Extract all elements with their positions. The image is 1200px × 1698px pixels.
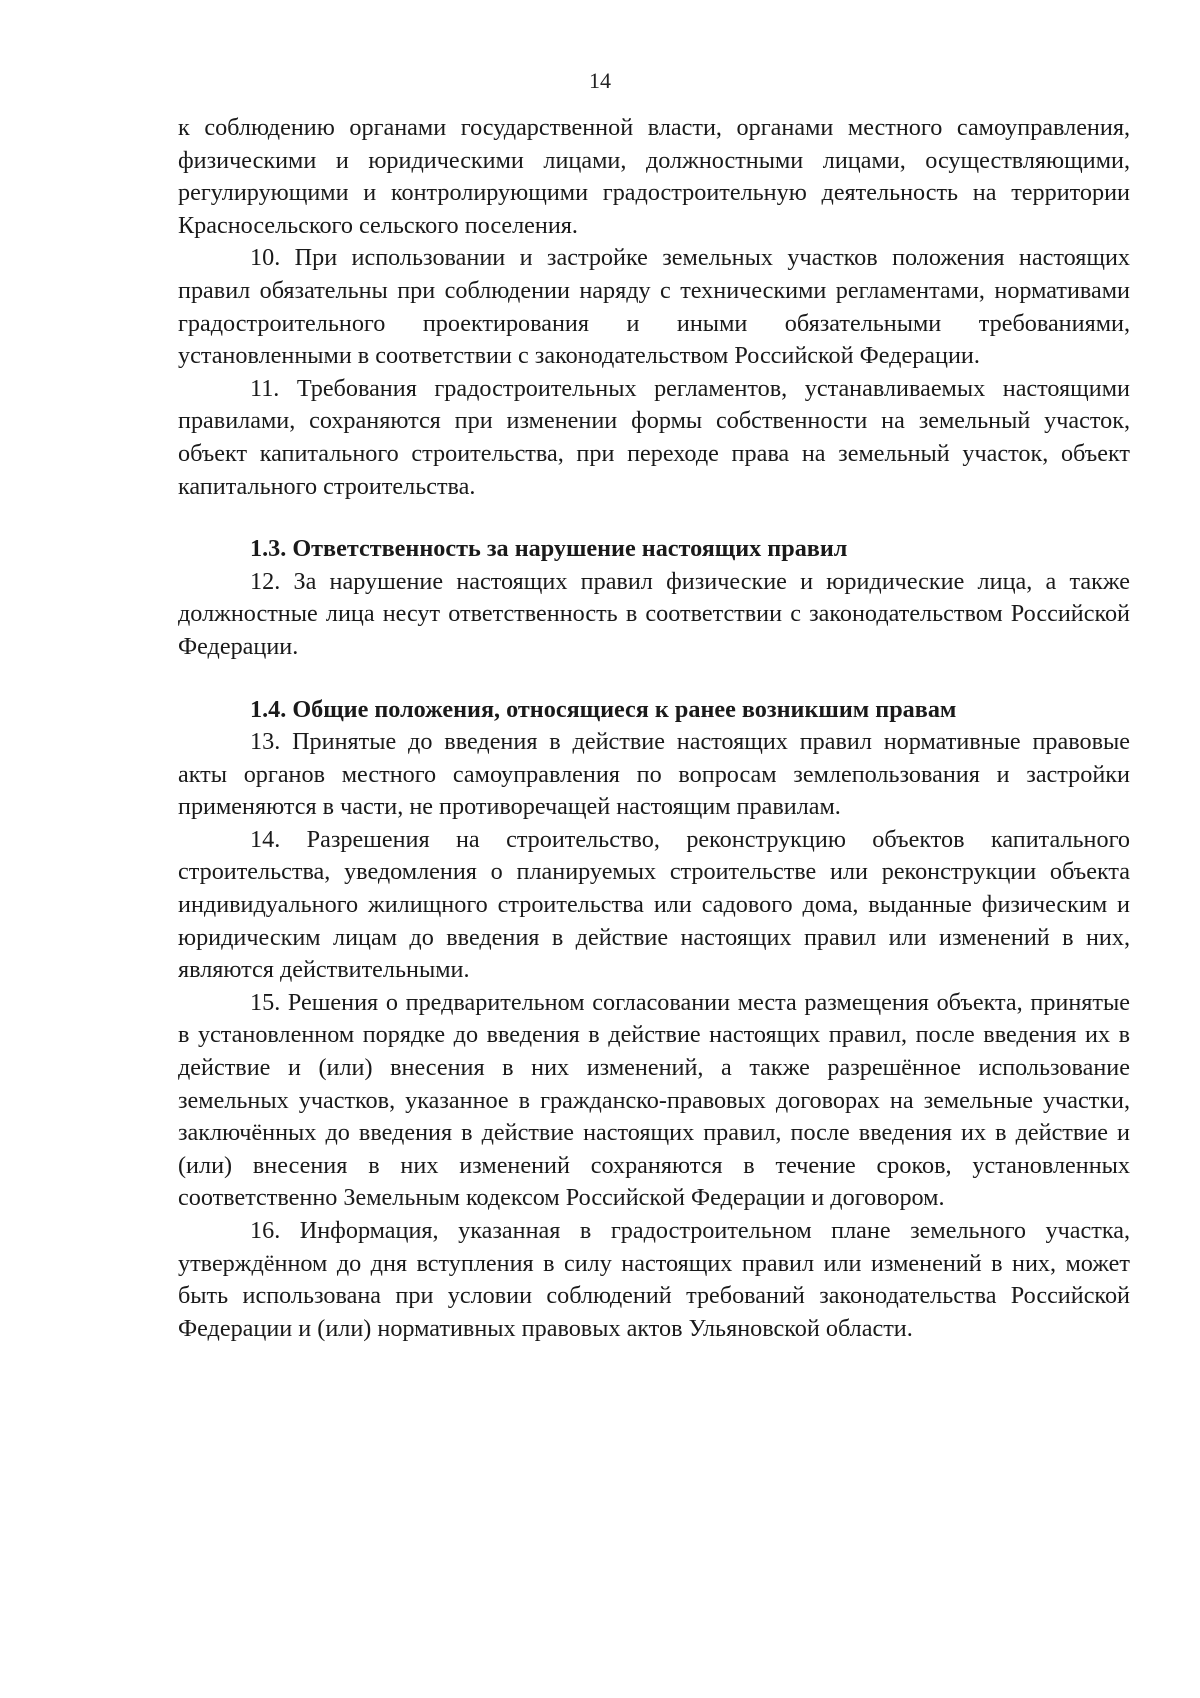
paragraph-15: 15. Решения о предварительном согласовании места размещения объекта, принятые в установленном порядке до введения в действие настоящих правил, после введения их в действие и (или) внесения в них изменений, а также разрешённое использование земельных участков, указанное в гражданско-правовых договорах на земельные участки, заключённых до введения в действие настоящих правил, после введения их в действие и (или) внесения в них изменений сохраняются в течение сроков, установленных соответственно Земельным кодексом Российской Федерации и договором. xyxy=(178,988,1130,1212)
section-heading-1-3: 1.3. Ответственность за нарушение настоящих правил xyxy=(250,535,848,563)
document-body xyxy=(178,112,1130,1345)
paragraph-12: 12. За нарушение настоящих правил физические и юридические лица, а также должностные лица несут ответственность в соответствии с законодательством Российской Федерации. xyxy=(178,567,1130,660)
paragraph-10: 10. При использовании и застройке земельных участков положения настоящих правил обязательны при соблюдении наряду с техническими регламентами, нормативами градостроительного проектирования и иными обязательными требованиями, установленными в соответствии с законодательством Российской Федерации. xyxy=(178,244,1130,370)
section-heading-1-4: 1.4. Общие положения, относящиеся к ранее возникшим правам xyxy=(250,695,957,723)
page-number: 14 xyxy=(589,68,611,93)
paragraph-9-continuation: к соблюдению органами государственной власти, органами местного самоуправления, физическими и юридическими лицами, должностными лицами, осуществляющими, регулирующими и контролирующими градостроительную деятельность на территории Красносельского сельского поселения. xyxy=(178,114,1130,239)
paragraph-14: 14. Разрешения на строительство, реконструкцию объектов капитального строительства, уведомления о планируемых строительстве или реконструкции объекта индивидуального жилищного строительства или садового дома, выданные физическим и юридическим лицам до введения в действие настоящих правил или изменений в них, являются действительными. xyxy=(178,825,1130,984)
paragraph-11: 11. Требования градостроительных регламентов, устанавливаемых настоящими правилами, сохраняются при изменении формы собственности на земельный участок, объект капитального строительства, при переходе права на земельный участок, объект капитального строительства. xyxy=(178,374,1130,500)
section-spacer xyxy=(178,503,1130,533)
section-spacer xyxy=(178,664,1130,694)
paragraph-16: 16. Информация, указанная в градостроительном плане земельного участка, утверждённом до дня вступления в силу настоящих правил или изменений в них, может быть использована при условии соблюдений требований законодательства Российской Федерации и (или) нормативных правовых актов Ульяновской области. xyxy=(178,1217,1130,1342)
paragraph-13: 13. Принятые до введения в действие настоящих правил нормативные правовые акты органов местного самоуправления по вопросам землепользования и застройки применяются в части, не противоречащей настоящим правилам. xyxy=(178,728,1130,821)
